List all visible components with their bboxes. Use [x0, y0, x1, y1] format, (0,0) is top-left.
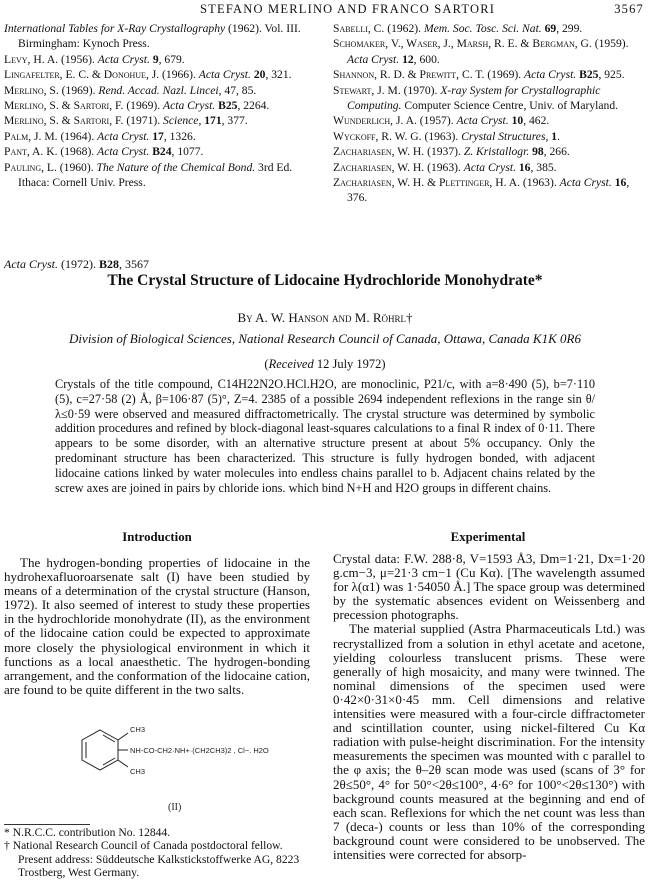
author-name: A. W. Hanson [255, 310, 329, 325]
compound-label: (II) [168, 802, 182, 813]
page-number: 3567 [614, 2, 644, 16]
reference-item: Palm, J. M. (1964). Acta Cryst. 17, 1326. [4, 129, 196, 143]
running-title: STEFANO MERLINO AND FRANCO SARTORI [200, 2, 496, 16]
reference-item: Lingafelter, E. C. & Donohue, J. (1966). Acta Cryst. 20, 321. [4, 68, 292, 82]
references-left [4, 21, 304, 190]
reference-item: Merlino, S. (1969). Rend. Accad. Nazl. Lincei, 47, 85. [4, 83, 257, 97]
experimental-text [333, 552, 645, 862]
section-heading-experimental: Experimental [450, 530, 526, 544]
reference-item: Sabelli, C. (1962). Mem. Soc. Tosc. Sci. Nat. 69, 299. [333, 22, 583, 35]
experimental-paragraph: Crystal data: F.W. 288·8, V=1593 Å3, Dm=1·21, Dx=1·20 g.cm−3, μ=21·3 cm−1 (Cu Kα). [The wavelength assumed for λ(α1) was 1·54050 Å.] The space group was determined by the systematic absences evident on Weissenberg and precession photographs. [333, 551, 645, 623]
reference-item: Merlino, S. & Sartori, F. (1971). Science, 171, 377. [4, 114, 248, 128]
article-citation: Acta Cryst. (1972). B28, 3567 [4, 257, 150, 271]
reference-item: Pauling, L. (1960). The Nature of the Chemical Bond. 3rd Ed. Ithaca: Cornell Univ. Press. [4, 160, 293, 190]
chain-formula-label: NH-CO-CH2·NH+·(CH2CH3)2 , Cl−. H2O [130, 746, 269, 755]
chemical-structure-diagram [20, 700, 310, 820]
received-date: (Received 12 July 1972) [264, 357, 386, 371]
footnote-rule [4, 824, 90, 825]
experimental-paragraph: The material supplied (Astra Pharmaceuticals Ltd.) was recrystallized from a solution in ethyl acetate and acetone, yielding colourless translucent prisms. These were generally of high mosaicity, and many were twinned. The nominal dimensions of the specimen used were 0·42×0·31×0·45 mm. Cell dimensions and relative intensities were measured with a four-circle diffractometer and scintillation counter, using nickel-filtered Cu Kα radiation with pulse-height discrimination. For the intensity measurements the specimen was mounted with c parallel to the φ axis; the θ–2θ scan mode was used (scans of 3° for 2θ≤50°, 4° for 50°<2θ≤100°, 4·6° for 100°<2θ≤130°) with background counts measured at the beginning and end of each scan. Reflexions for which the net count was less than 7 (deca-) counts or less than 10% of the corresponding background count were considered to be unobserved. The intensities were corrected for absorp- [333, 621, 645, 862]
reference-item: Shannon, R. D. & Prewitt, C. T. (1969). Acta Cryst. B25, 925. [333, 68, 625, 82]
methyl-bottom-label: CH3 [130, 767, 146, 776]
abstract: Crystals of the title compound, C14H22N2O.HCl.H2O, are monoclinic, P21/c, with a=8·490 (5), b=7·110 (5), c=27·58 (2) Å, β=106·87 (5)°, Z=4. 2385 of a possible 2694 independent reflexions in the range sin θ/λ≤0·59 were observed and measured diffractometrically. The crystal structure was determined by symbolic addition procedures and refined by block-diagonal least-squares calculations to a final R index of 0·11. There appears to be some disorder, with an alternative structure present at about 5% occupancy. Only the predominant structure has been characterized. This structure is fully hydrogen bonded, with adjacent lidocaine cations linked by water molecules into endless chains parallel to b. Adjacent chains related by the screw axes are joined in pairs by chloride ions. which bind N+H and H2O groups in different chains. [55, 377, 595, 495]
reference-item: Pant, A. K. (1968). Acta Cryst. B24, 1077. [4, 145, 204, 159]
footnote-item: † National Research Council of Canada postdoctoral fellow. Present address: Süddeutsche Kalkstickstoffwerke AG, 8223 Trostberg, West Germany. [4, 839, 300, 880]
author-line: By A. W. Hanson and M. Röhrl† [237, 310, 413, 325]
reference-item: Wyckoff, R. W. G. (1963). Crystal Structures, 1. [333, 129, 560, 143]
reference-item: Zachariasen, W. H. (1963). Acta Cryst. 16, 385. [333, 160, 557, 174]
methyl-top-label: CH3 [130, 725, 146, 734]
affiliation: Division of Biological Sciences, National Research Council of Canada, Ottawa, Canada K1K 0R6 [69, 331, 581, 346]
reference-item: Wunderlich, J. A. (1957). Acta Cryst. 10, 462. [333, 114, 550, 128]
reference-item: Zachariasen, W. H. (1937). Z. Kristallogr. 98, 266. [333, 145, 570, 159]
reference-item: Zachariasen, W. H. & Plettinger, H. A. (1963). Acta Cryst. 16, 376. [333, 176, 630, 205]
references-right [333, 21, 643, 206]
reference-item: Merlino, S. & Sartori, F. (1969). Acta Cryst. B25, 2264. [4, 99, 270, 113]
footnotes [4, 826, 310, 880]
benzene-ring-icon [82, 730, 128, 770]
author-name: M. Röhrl [354, 310, 407, 325]
reference-item: Schomaker, V., Waser, J., Marsh, R. E. & Bergman, G. (1959). Acta Cryst. 12, 600. [333, 37, 629, 66]
introduction-text: The hydrogen-bonding properties of lidocaine in the hydrohexafluoroarsenate salt (I) have been studied by means of a determination of the crystal structure (Hanson, 1972). It also seemed of interest to study these properties in the hydrochloride monohydrate (II), as the environment of the lidocaine cation could be expected to approximate more closely the physiological environment in which it functions as a local anaesthetic. The hydrogen-bonding arrangement, and the conformation of the lidocaine cation, are found to be quite different in the two salts. [4, 555, 310, 697]
running-header [0, 2, 650, 20]
reference-item: Levy, H. A. (1956). Acta Cryst. 9, 679. [4, 52, 185, 66]
reference-item: International Tables for X-Ray Crystallography (1962). Vol. III. Birmingham: Kynoch Press. [4, 22, 301, 51]
footnote-item: * N.R.C.C. contribution No. 12844. [4, 826, 171, 839]
section-heading-introduction: Introduction [122, 530, 192, 544]
paper-title: The Crystal Structure of Lidocaine Hydrochloride Monohydrate* [107, 272, 543, 289]
reference-item: Stewart, J. M. (1970). X-ray System for Crystallographic Computing. Computer Science Centre, Univ. of Maryland. [333, 83, 619, 113]
